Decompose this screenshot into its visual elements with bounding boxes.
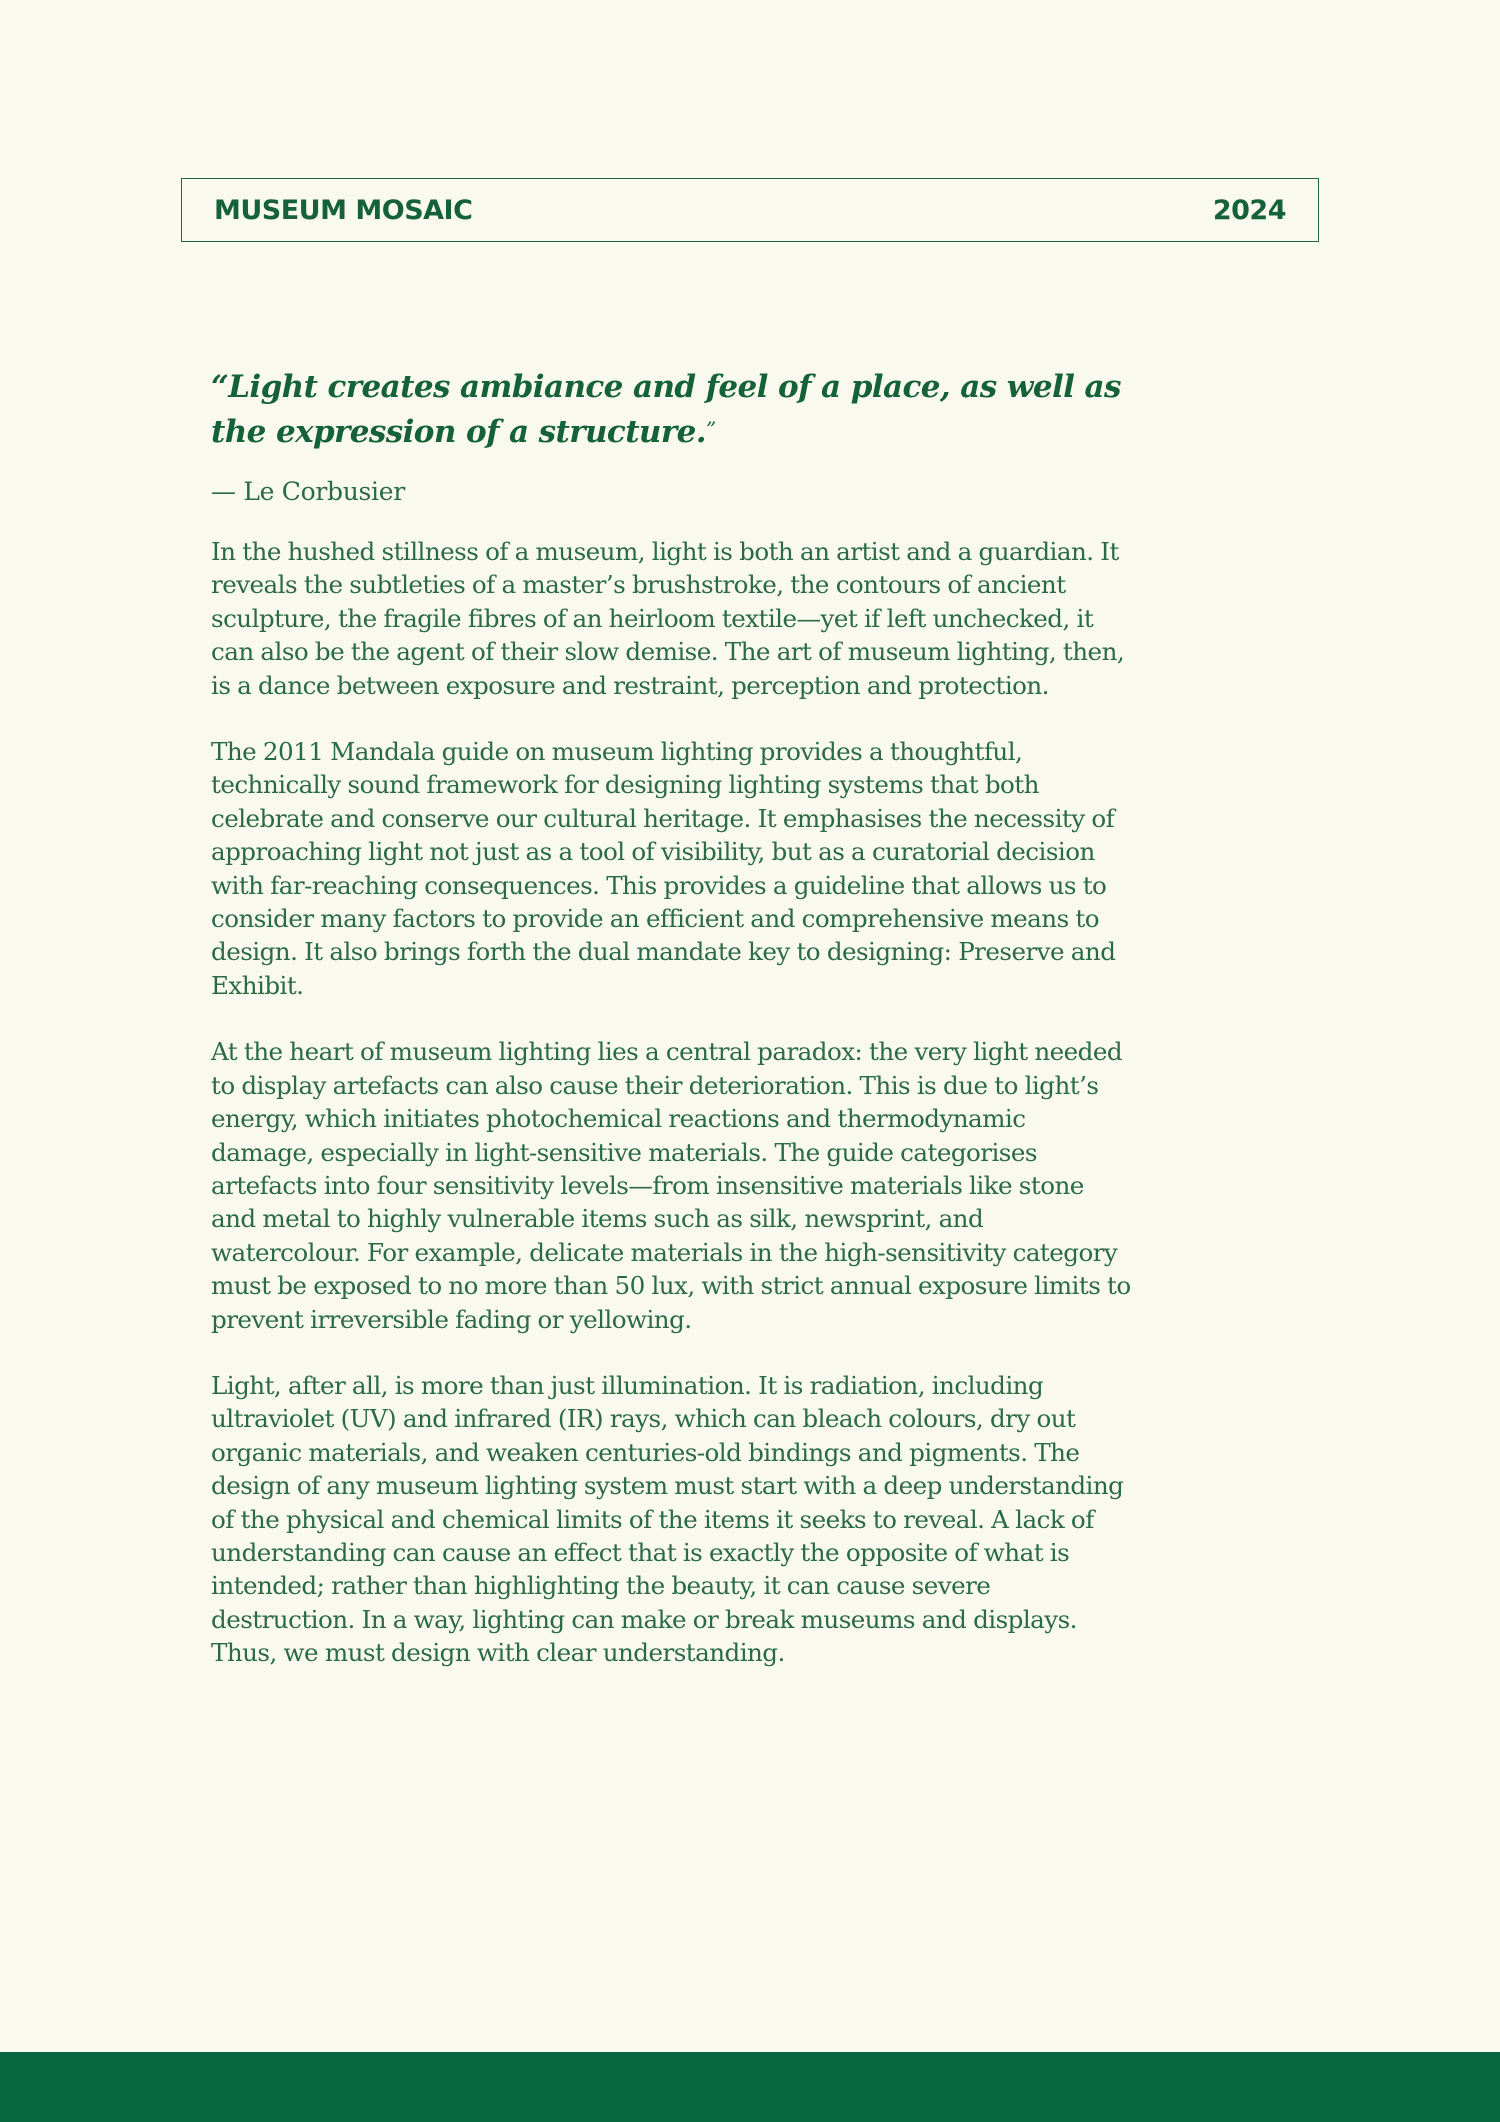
paragraph-2: The 2011 Mandala guide on museum lighting provides a thoughtful, technically sound framework for designing lighting systems that both celebrate and conserve our cultural heritage. It emphasises the necessity of approaching light not just as a tool of visibility, but as a curatorial decision with far-reaching consequences. This provides a guideline that allows us to consider many factors to provide an efficient and comprehensive means to design. It also brings forth the dual mandate key to designing: Preserve and Exhibit. <box>211 737 1116 1000</box>
publication-title: MUSEUM MOSAIC <box>214 194 473 226</box>
article-body <box>211 366 1131 1670</box>
paragraph-1: In the hushed stillness of a museum, light is both an artist and a guardian. It reveals the subtleties of a master’s brushstroke, the contours of ancient sculpture, the fragile fibres of an heirloom textile—yet if left unchecked, it can also be the agent of their slow demise. The art of museum lighting, then, is a dance between exposure and restraint, perception and protection. <box>211 537 1125 700</box>
quote-open-mark: “ <box>211 369 229 405</box>
masthead <box>181 178 1319 242</box>
quote-attribution: — Le Corbusier <box>211 477 405 506</box>
paragraph-3: At the heart of museum lighting lies a central paradox: the very light needed to display artefacts can also cause their deterioration. This is due to light’s energy, which initiates photochemical reactions and thermodynamic damage, especially in light-sensitive materials. The guide categorises artefacts into four sensitivity levels—from insensitive materials like stone and metal to highly vulnerable items such as silk, newsprint, and watercolour. For example, delicate materials in the high-sensitivity category must be exposed to no more than 50 lux, with strict annual exposure limits to prevent irreversible fading or yellowing. <box>211 1037 1131 1334</box>
pull-quote <box>211 366 1131 453</box>
footer-band <box>0 2052 1500 2122</box>
paragraph-4: Light, after all, is more than just illumination. It is radiation, including ultraviolet (UV) and infrared (IR) rays, which can bleach colours, dry out organic materials, and weaken centuries-old bindings and pigments. The design of any museum lighting system must start with a deep understanding of the physical and chemical limits of the items it seeks to reveal. A lack of understanding can cause an effect that is exactly the opposite of what is intended; rather than highlighting the beauty, it can cause severe destruction. In a way, lighting can make or break museums and displays. Thus, we must design with clear understanding. <box>211 1370 1124 1668</box>
quote-text: Light creates ambiance and feel of a place, as well as the expression of a structure. <box>211 369 1121 450</box>
publication-year: 2024 <box>1212 194 1286 226</box>
quote-close-mark: ” <box>705 417 716 441</box>
